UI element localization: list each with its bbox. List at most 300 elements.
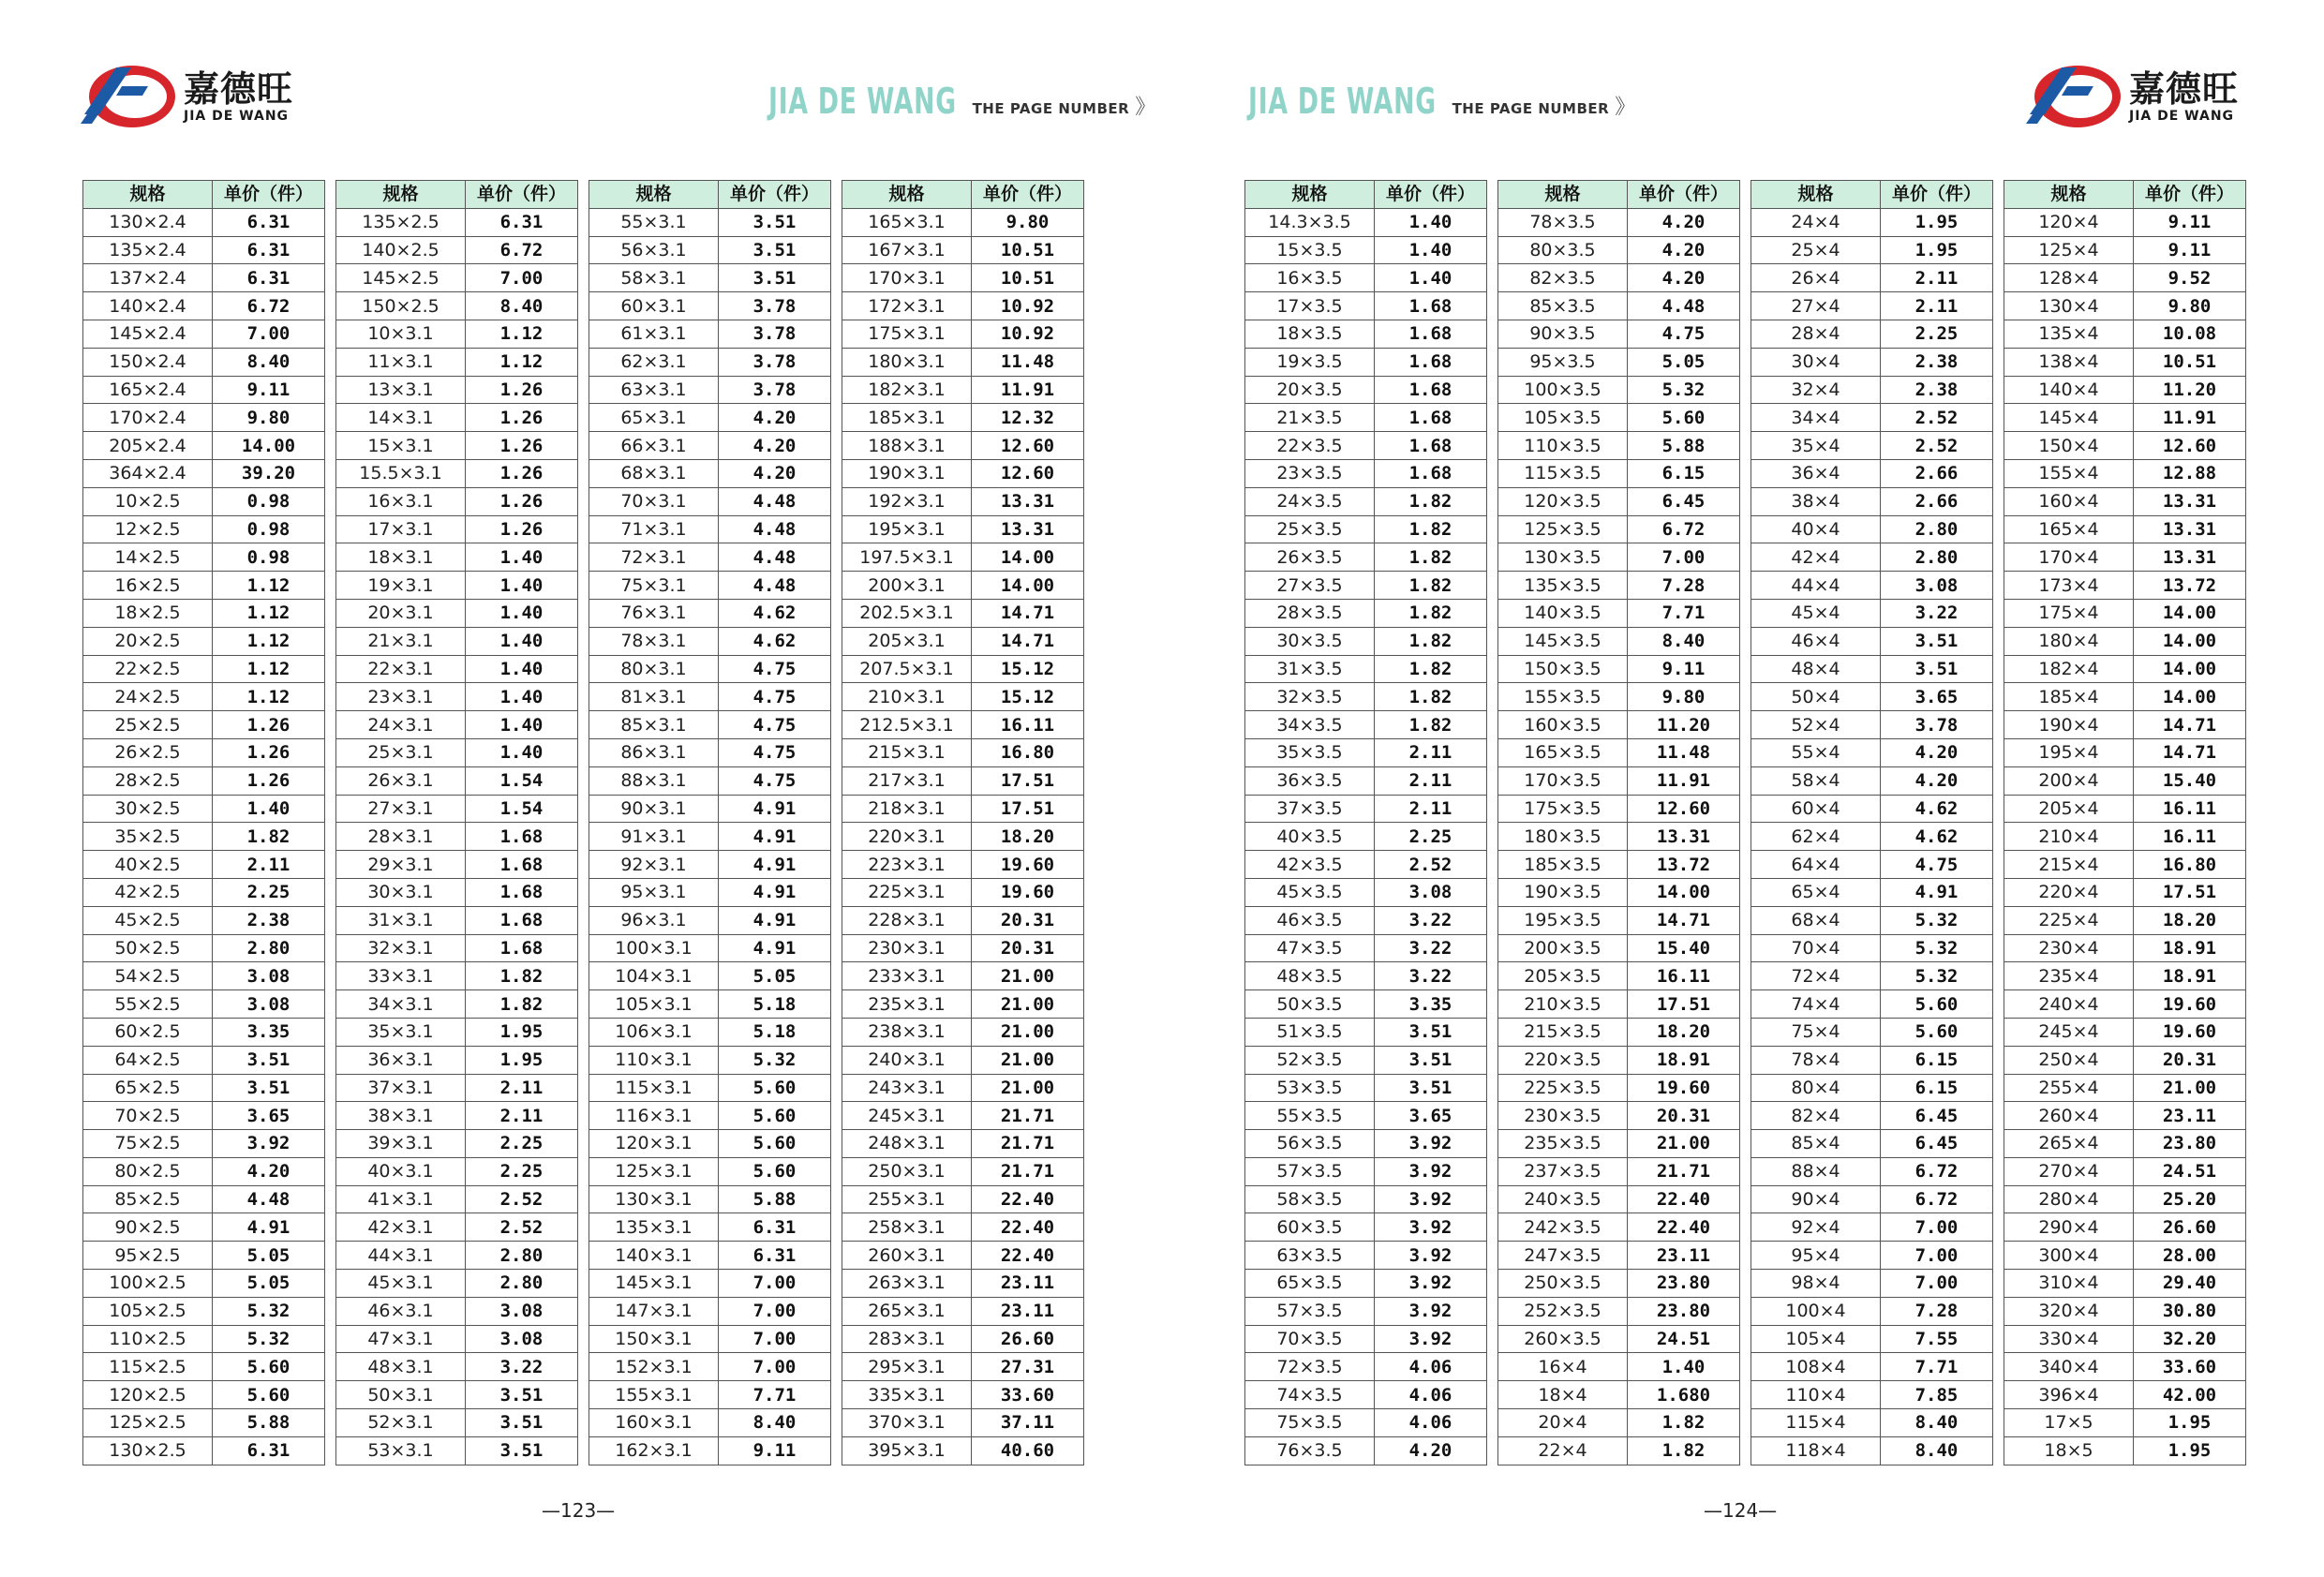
spec-cell: 170×3.5 — [1498, 766, 1628, 795]
price-cell: 30.80 — [2134, 1297, 2246, 1325]
price-cell: 5.18 — [719, 1018, 831, 1046]
spec-cell: 20×3.5 — [1245, 376, 1375, 404]
price-cell: 5.60 — [213, 1353, 325, 1381]
price-cell: 2.11 — [1375, 766, 1487, 795]
table-row — [1751, 404, 1993, 432]
table-row — [1498, 1213, 1740, 1242]
spec-cell: 22×3.5 — [1245, 432, 1375, 460]
table-row — [842, 906, 1084, 934]
spec-cell: 72×3.1 — [589, 543, 719, 572]
price-cell: 5.32 — [213, 1297, 325, 1325]
spec-cell: 65×3.5 — [1245, 1270, 1375, 1298]
spec-cell: 210×3.1 — [842, 683, 972, 711]
price-cell: 23.80 — [1628, 1270, 1740, 1298]
table-row — [589, 683, 831, 711]
price-cell: 2.25 — [466, 1157, 578, 1185]
spec-cell: 165×4 — [2004, 515, 2134, 543]
spec-cell: 243×3.1 — [842, 1074, 972, 1102]
spec-cell: 140×2.4 — [83, 292, 213, 320]
price-cell: 14.71 — [972, 599, 1084, 627]
spec-cell: 65×4 — [1751, 878, 1881, 906]
spec-cell: 11×3.1 — [336, 348, 466, 376]
table-row — [842, 459, 1084, 487]
table-row — [2004, 236, 2246, 264]
header-spec: 规格 — [842, 181, 972, 209]
price-cell: 11.20 — [1628, 711, 1740, 739]
header-price: 单价（件） — [466, 181, 578, 209]
table-row — [589, 655, 831, 683]
price-cell: 12.88 — [2134, 459, 2246, 487]
price-cell: 15.12 — [972, 655, 1084, 683]
spec-cell: 290×4 — [2004, 1213, 2134, 1242]
spec-cell: 55×4 — [1751, 738, 1881, 766]
table-row — [1498, 1018, 1740, 1046]
table-row — [83, 738, 325, 766]
table-row — [1498, 823, 1740, 851]
price-cell: 6.72 — [466, 236, 578, 264]
price-cell: 4.20 — [1628, 236, 1740, 264]
spec-cell: 200×3.5 — [1498, 934, 1628, 962]
spec-cell: 130×2.5 — [83, 1436, 213, 1465]
table-row — [336, 1325, 578, 1353]
table-row — [336, 934, 578, 962]
price-table — [588, 180, 831, 1465]
table-row — [842, 1157, 1084, 1185]
header-spec: 规格 — [336, 181, 466, 209]
price-cell: 1.40 — [1375, 236, 1487, 264]
price-cell: 3.78 — [719, 292, 831, 320]
spec-cell: 210×4 — [2004, 823, 2134, 851]
table-row — [83, 878, 325, 906]
table-row — [336, 376, 578, 404]
spec-cell: 20×4 — [1498, 1409, 1628, 1437]
header-spec: 规格 — [1751, 181, 1881, 209]
table-row — [1245, 599, 1487, 627]
spec-cell: 19×3.1 — [336, 572, 466, 600]
spec-cell: 81×3.1 — [589, 683, 719, 711]
spec-cell: 205×2.4 — [83, 432, 213, 460]
header-price: 单价（件） — [1881, 181, 1993, 209]
spec-cell: 320×4 — [2004, 1297, 2134, 1325]
spec-cell: 23×3.1 — [336, 683, 466, 711]
table-row — [1751, 1409, 1993, 1437]
price-cell: 8.40 — [213, 348, 325, 376]
table-row — [1498, 264, 1740, 292]
table-row — [1245, 1130, 1487, 1158]
spec-cell: 25×2.5 — [83, 711, 213, 739]
table-row — [1498, 432, 1740, 460]
table-row — [83, 487, 325, 515]
price-cell: 14.00 — [2134, 599, 2246, 627]
spec-cell: 215×3.5 — [1498, 1018, 1628, 1046]
spec-cell: 152×3.1 — [589, 1353, 719, 1381]
table-row — [83, 990, 325, 1019]
spec-cell: 220×4 — [2004, 878, 2134, 906]
table-row — [589, 515, 831, 543]
table-row — [83, 823, 325, 851]
table-row — [1498, 599, 1740, 627]
spec-cell: 88×3.1 — [589, 766, 719, 795]
table-row — [589, 1018, 831, 1046]
table-row — [1245, 1018, 1487, 1046]
table-row — [842, 208, 1084, 236]
table-row — [1498, 766, 1740, 795]
table-row — [83, 934, 325, 962]
table-row — [589, 1157, 831, 1185]
price-cell: 2.25 — [213, 878, 325, 906]
spec-cell: 175×4 — [2004, 599, 2134, 627]
spec-cell: 50×2.5 — [83, 934, 213, 962]
price-cell: 6.31 — [213, 1436, 325, 1465]
price-cell: 2.11 — [213, 851, 325, 879]
price-cell: 22.40 — [972, 1185, 1084, 1213]
spec-cell: 135×4 — [2004, 320, 2134, 348]
spec-cell: 240×3.1 — [842, 1046, 972, 1074]
price-cell: 6.72 — [213, 292, 325, 320]
spec-cell: 145×2.5 — [336, 264, 466, 292]
price-cell: 1.12 — [466, 348, 578, 376]
header-tag-arrow: 》 — [1615, 96, 1636, 119]
table-row — [83, 906, 325, 934]
price-cell: 21.71 — [972, 1102, 1084, 1130]
table-row — [2004, 515, 2246, 543]
table-row — [1498, 1157, 1740, 1185]
spec-cell: 115×3.1 — [589, 1074, 719, 1102]
price-cell: 4.48 — [719, 487, 831, 515]
price-cell: 3.22 — [1375, 962, 1487, 990]
price-cell: 16.80 — [972, 738, 1084, 766]
table-row — [589, 1297, 831, 1325]
spec-cell: 185×3.1 — [842, 404, 972, 432]
spec-cell: 52×4 — [1751, 711, 1881, 739]
spec-cell: 110×2.5 — [83, 1325, 213, 1353]
spec-cell: 110×3.1 — [589, 1046, 719, 1074]
price-cell: 4.48 — [1628, 292, 1740, 320]
table-row — [2004, 1381, 2246, 1409]
spec-cell: 192×3.1 — [842, 487, 972, 515]
table-row — [1245, 376, 1487, 404]
spec-cell: 34×3.5 — [1245, 711, 1375, 739]
spec-cell: 45×3.1 — [336, 1270, 466, 1298]
price-cell: 23.11 — [1628, 1242, 1740, 1270]
price-table — [1497, 180, 1740, 1465]
table-row — [1498, 1270, 1740, 1298]
spec-cell: 37×3.1 — [336, 1074, 466, 1102]
price-cell: 3.51 — [213, 1046, 325, 1074]
price-cell: 7.00 — [719, 1270, 831, 1298]
spec-cell: 47×3.1 — [336, 1325, 466, 1353]
table-row — [336, 1074, 578, 1102]
price-cell: 2.66 — [1881, 487, 1993, 515]
table-row — [842, 348, 1084, 376]
table-row — [1751, 236, 1993, 264]
price-cell: 1.40 — [466, 627, 578, 655]
table-row — [2004, 1409, 2246, 1437]
spec-cell: 91×3.1 — [589, 823, 719, 851]
table-row — [1751, 432, 1993, 460]
price-cell: 2.52 — [1375, 851, 1487, 879]
table-row — [589, 1102, 831, 1130]
spec-cell: 105×3.5 — [1498, 404, 1628, 432]
spec-cell: 230×3.5 — [1498, 1102, 1628, 1130]
spec-cell: 27×3.5 — [1245, 572, 1375, 600]
price-cell: 3.51 — [1881, 655, 1993, 683]
price-cell: 1.68 — [466, 934, 578, 962]
spec-cell: 240×4 — [2004, 990, 2134, 1019]
table-row — [336, 1130, 578, 1158]
spec-cell: 36×3.1 — [336, 1046, 466, 1074]
spec-cell: 98×4 — [1751, 1270, 1881, 1298]
price-cell: 5.88 — [719, 1185, 831, 1213]
table-row — [1751, 292, 1993, 320]
price-cell: 1.68 — [1375, 348, 1487, 376]
table-row — [2004, 823, 2246, 851]
price-cell: 15.40 — [1628, 934, 1740, 962]
table-row — [1751, 1185, 1993, 1213]
table-row — [1245, 1046, 1487, 1074]
price-cell: 5.60 — [719, 1157, 831, 1185]
table-row — [1245, 851, 1487, 879]
spec-cell: 63×3.5 — [1245, 1242, 1375, 1270]
price-cell: 19.60 — [2134, 1018, 2246, 1046]
table-row — [1751, 711, 1993, 739]
price-cell: 1.26 — [466, 487, 578, 515]
table-row — [83, 1213, 325, 1242]
price-cell: 12.60 — [1628, 795, 1740, 823]
table-row — [1751, 1157, 1993, 1185]
table-row — [83, 1185, 325, 1213]
spec-cell: 105×2.5 — [83, 1297, 213, 1325]
price-cell: 14.00 — [2134, 683, 2246, 711]
spec-cell: 100×3.1 — [589, 934, 719, 962]
table-row — [589, 348, 831, 376]
spec-cell: 258×3.1 — [842, 1213, 972, 1242]
price-cell: 1.68 — [466, 906, 578, 934]
price-cell: 13.31 — [2134, 515, 2246, 543]
spec-cell: 130×3.1 — [589, 1185, 719, 1213]
table-row — [589, 572, 831, 600]
spec-cell: 70×4 — [1751, 934, 1881, 962]
spec-cell: 23×3.5 — [1245, 459, 1375, 487]
table-row — [1498, 1409, 1740, 1437]
spec-cell: 64×4 — [1751, 851, 1881, 879]
spec-cell: 228×3.1 — [842, 906, 972, 934]
table-row — [83, 1157, 325, 1185]
spec-cell: 223×3.1 — [842, 851, 972, 879]
price-cell: 3.51 — [719, 236, 831, 264]
price-cell: 1.40 — [213, 795, 325, 823]
table-row — [1245, 1409, 1487, 1437]
table-row — [589, 1270, 831, 1298]
table-row — [589, 711, 831, 739]
price-cell: 23.80 — [1628, 1297, 1740, 1325]
table-row — [83, 1436, 325, 1465]
table-row — [83, 1018, 325, 1046]
spec-cell: 195×4 — [2004, 738, 2134, 766]
price-cell: 1.68 — [1375, 404, 1487, 432]
brand-name-cn: 嘉德旺 — [184, 68, 294, 110]
price-cell: 10.92 — [972, 292, 1084, 320]
spec-cell: 80×2.5 — [83, 1157, 213, 1185]
table-row — [1751, 1353, 1993, 1381]
price-cell: 1.40 — [466, 655, 578, 683]
spec-cell: 265×3.1 — [842, 1297, 972, 1325]
price-cell: 1.82 — [1375, 599, 1487, 627]
price-cell: 23.11 — [2134, 1102, 2246, 1130]
price-cell: 23.11 — [972, 1297, 1084, 1325]
table-row — [2004, 1102, 2246, 1130]
brand-name-en: JIA DE WANG — [2129, 109, 2235, 124]
table-row — [1751, 627, 1993, 655]
spec-cell: 188×3.1 — [842, 432, 972, 460]
price-cell: 7.00 — [1881, 1213, 1993, 1242]
table-row — [336, 795, 578, 823]
price-cell: 5.60 — [719, 1102, 831, 1130]
spec-cell: 92×4 — [1751, 1213, 1881, 1242]
table-row — [2004, 795, 2246, 823]
spec-cell: 35×2.5 — [83, 823, 213, 851]
table-row — [842, 487, 1084, 515]
table-row — [83, 208, 325, 236]
price-cell: 25.20 — [2134, 1185, 2246, 1213]
table-row — [1245, 766, 1487, 795]
table-row — [842, 1046, 1084, 1074]
price-cell: 3.22 — [1375, 906, 1487, 934]
price-cell: 2.38 — [1881, 348, 1993, 376]
spec-cell: 205×3.1 — [842, 627, 972, 655]
table-row — [336, 990, 578, 1019]
price-cell: 6.15 — [1628, 459, 1740, 487]
price-cell: 19.60 — [2134, 990, 2246, 1019]
table-row — [842, 515, 1084, 543]
table-row — [589, 1130, 831, 1158]
table-row — [842, 823, 1084, 851]
table-row — [1498, 348, 1740, 376]
spec-cell: 160×4 — [2004, 487, 2134, 515]
table-row — [1245, 432, 1487, 460]
spec-cell: 29×3.1 — [336, 851, 466, 879]
table-row — [1751, 906, 1993, 934]
price-cell: 7.28 — [1881, 1297, 1993, 1325]
table-row — [842, 572, 1084, 600]
price-cell: 6.45 — [1881, 1102, 1993, 1130]
table-row — [1498, 962, 1740, 990]
spec-cell: 95×3.5 — [1498, 348, 1628, 376]
table-row — [83, 851, 325, 879]
table-row — [1751, 1130, 1993, 1158]
price-cell: 1.82 — [1375, 683, 1487, 711]
spec-cell: 100×3.5 — [1498, 376, 1628, 404]
price-cell: 8.40 — [466, 292, 578, 320]
spec-cell: 31×3.5 — [1245, 655, 1375, 683]
table-row — [1498, 878, 1740, 906]
table-row — [83, 404, 325, 432]
spec-cell: 30×4 — [1751, 348, 1881, 376]
price-cell: 1.82 — [1375, 572, 1487, 600]
price-cell: 5.88 — [213, 1409, 325, 1437]
price-cell: 10.51 — [2134, 348, 2246, 376]
spec-cell: 37×3.5 — [1245, 795, 1375, 823]
spec-cell: 182×4 — [2004, 655, 2134, 683]
price-cell: 5.32 — [1628, 376, 1740, 404]
price-cell: 13.31 — [2134, 543, 2246, 572]
table-row — [336, 348, 578, 376]
price-cell: 2.38 — [1881, 376, 1993, 404]
price-cell: 4.06 — [1375, 1353, 1487, 1381]
brand-logo — [2024, 58, 2239, 135]
price-cell: 40.60 — [972, 1436, 1084, 1465]
price-cell: 7.00 — [466, 264, 578, 292]
price-cell: 4.48 — [719, 543, 831, 572]
table-header-row — [2004, 181, 2246, 209]
table-row — [1245, 459, 1487, 487]
table-row — [842, 738, 1084, 766]
spec-cell: 255×4 — [2004, 1074, 2134, 1102]
table-row — [842, 795, 1084, 823]
spec-cell: 212.5×3.1 — [842, 711, 972, 739]
price-cell: 1.40 — [466, 683, 578, 711]
spec-cell: 32×3.1 — [336, 934, 466, 962]
spec-cell: 230×3.1 — [842, 934, 972, 962]
price-cell: 7.71 — [1881, 1353, 1993, 1381]
price-cell: 3.51 — [1375, 1074, 1487, 1102]
price-cell: 5.05 — [213, 1270, 325, 1298]
table-row — [589, 264, 831, 292]
spec-cell: 54×2.5 — [83, 962, 213, 990]
price-cell: 0.98 — [213, 487, 325, 515]
spec-cell: 120×4 — [2004, 208, 2134, 236]
spec-cell: 235×3.1 — [842, 990, 972, 1019]
price-cell: 21.00 — [1628, 1130, 1740, 1158]
table-row — [83, 1325, 325, 1353]
table-row — [1498, 515, 1740, 543]
spec-cell: 225×3.5 — [1498, 1074, 1628, 1102]
table-row — [1751, 1270, 1993, 1298]
table-row — [2004, 738, 2246, 766]
price-cell: 2.11 — [466, 1102, 578, 1130]
price-cell: 8.40 — [719, 1409, 831, 1437]
price-cell: 3.08 — [466, 1325, 578, 1353]
table-row — [336, 404, 578, 432]
spec-cell: 218×3.1 — [842, 795, 972, 823]
price-cell: 2.52 — [466, 1213, 578, 1242]
price-cell: 4.91 — [719, 795, 831, 823]
price-cell: 11.91 — [2134, 404, 2246, 432]
spec-cell: 140×2.5 — [336, 236, 466, 264]
table-row — [842, 1381, 1084, 1409]
price-cell: 27.31 — [972, 1353, 1084, 1381]
table-row — [1498, 990, 1740, 1019]
price-cell: 11.48 — [1628, 738, 1740, 766]
spec-cell: 72×3.5 — [1245, 1353, 1375, 1381]
price-cell: 37.11 — [972, 1409, 1084, 1437]
spec-cell: 88×4 — [1751, 1157, 1881, 1185]
table-row — [1751, 990, 1993, 1019]
price-cell: 4.91 — [1881, 878, 1993, 906]
table-row — [1751, 962, 1993, 990]
table-header-row — [336, 181, 578, 209]
spec-cell: 53×3.1 — [336, 1436, 466, 1465]
spec-cell: 38×4 — [1751, 487, 1881, 515]
table-row — [83, 599, 325, 627]
spec-cell: 46×4 — [1751, 627, 1881, 655]
price-cell: 4.48 — [213, 1185, 325, 1213]
price-cell: 12.32 — [972, 404, 1084, 432]
price-cell: 2.11 — [1881, 264, 1993, 292]
price-cell: 3.51 — [719, 208, 831, 236]
price-cell: 1.54 — [466, 766, 578, 795]
price-cell: 5.32 — [213, 1325, 325, 1353]
